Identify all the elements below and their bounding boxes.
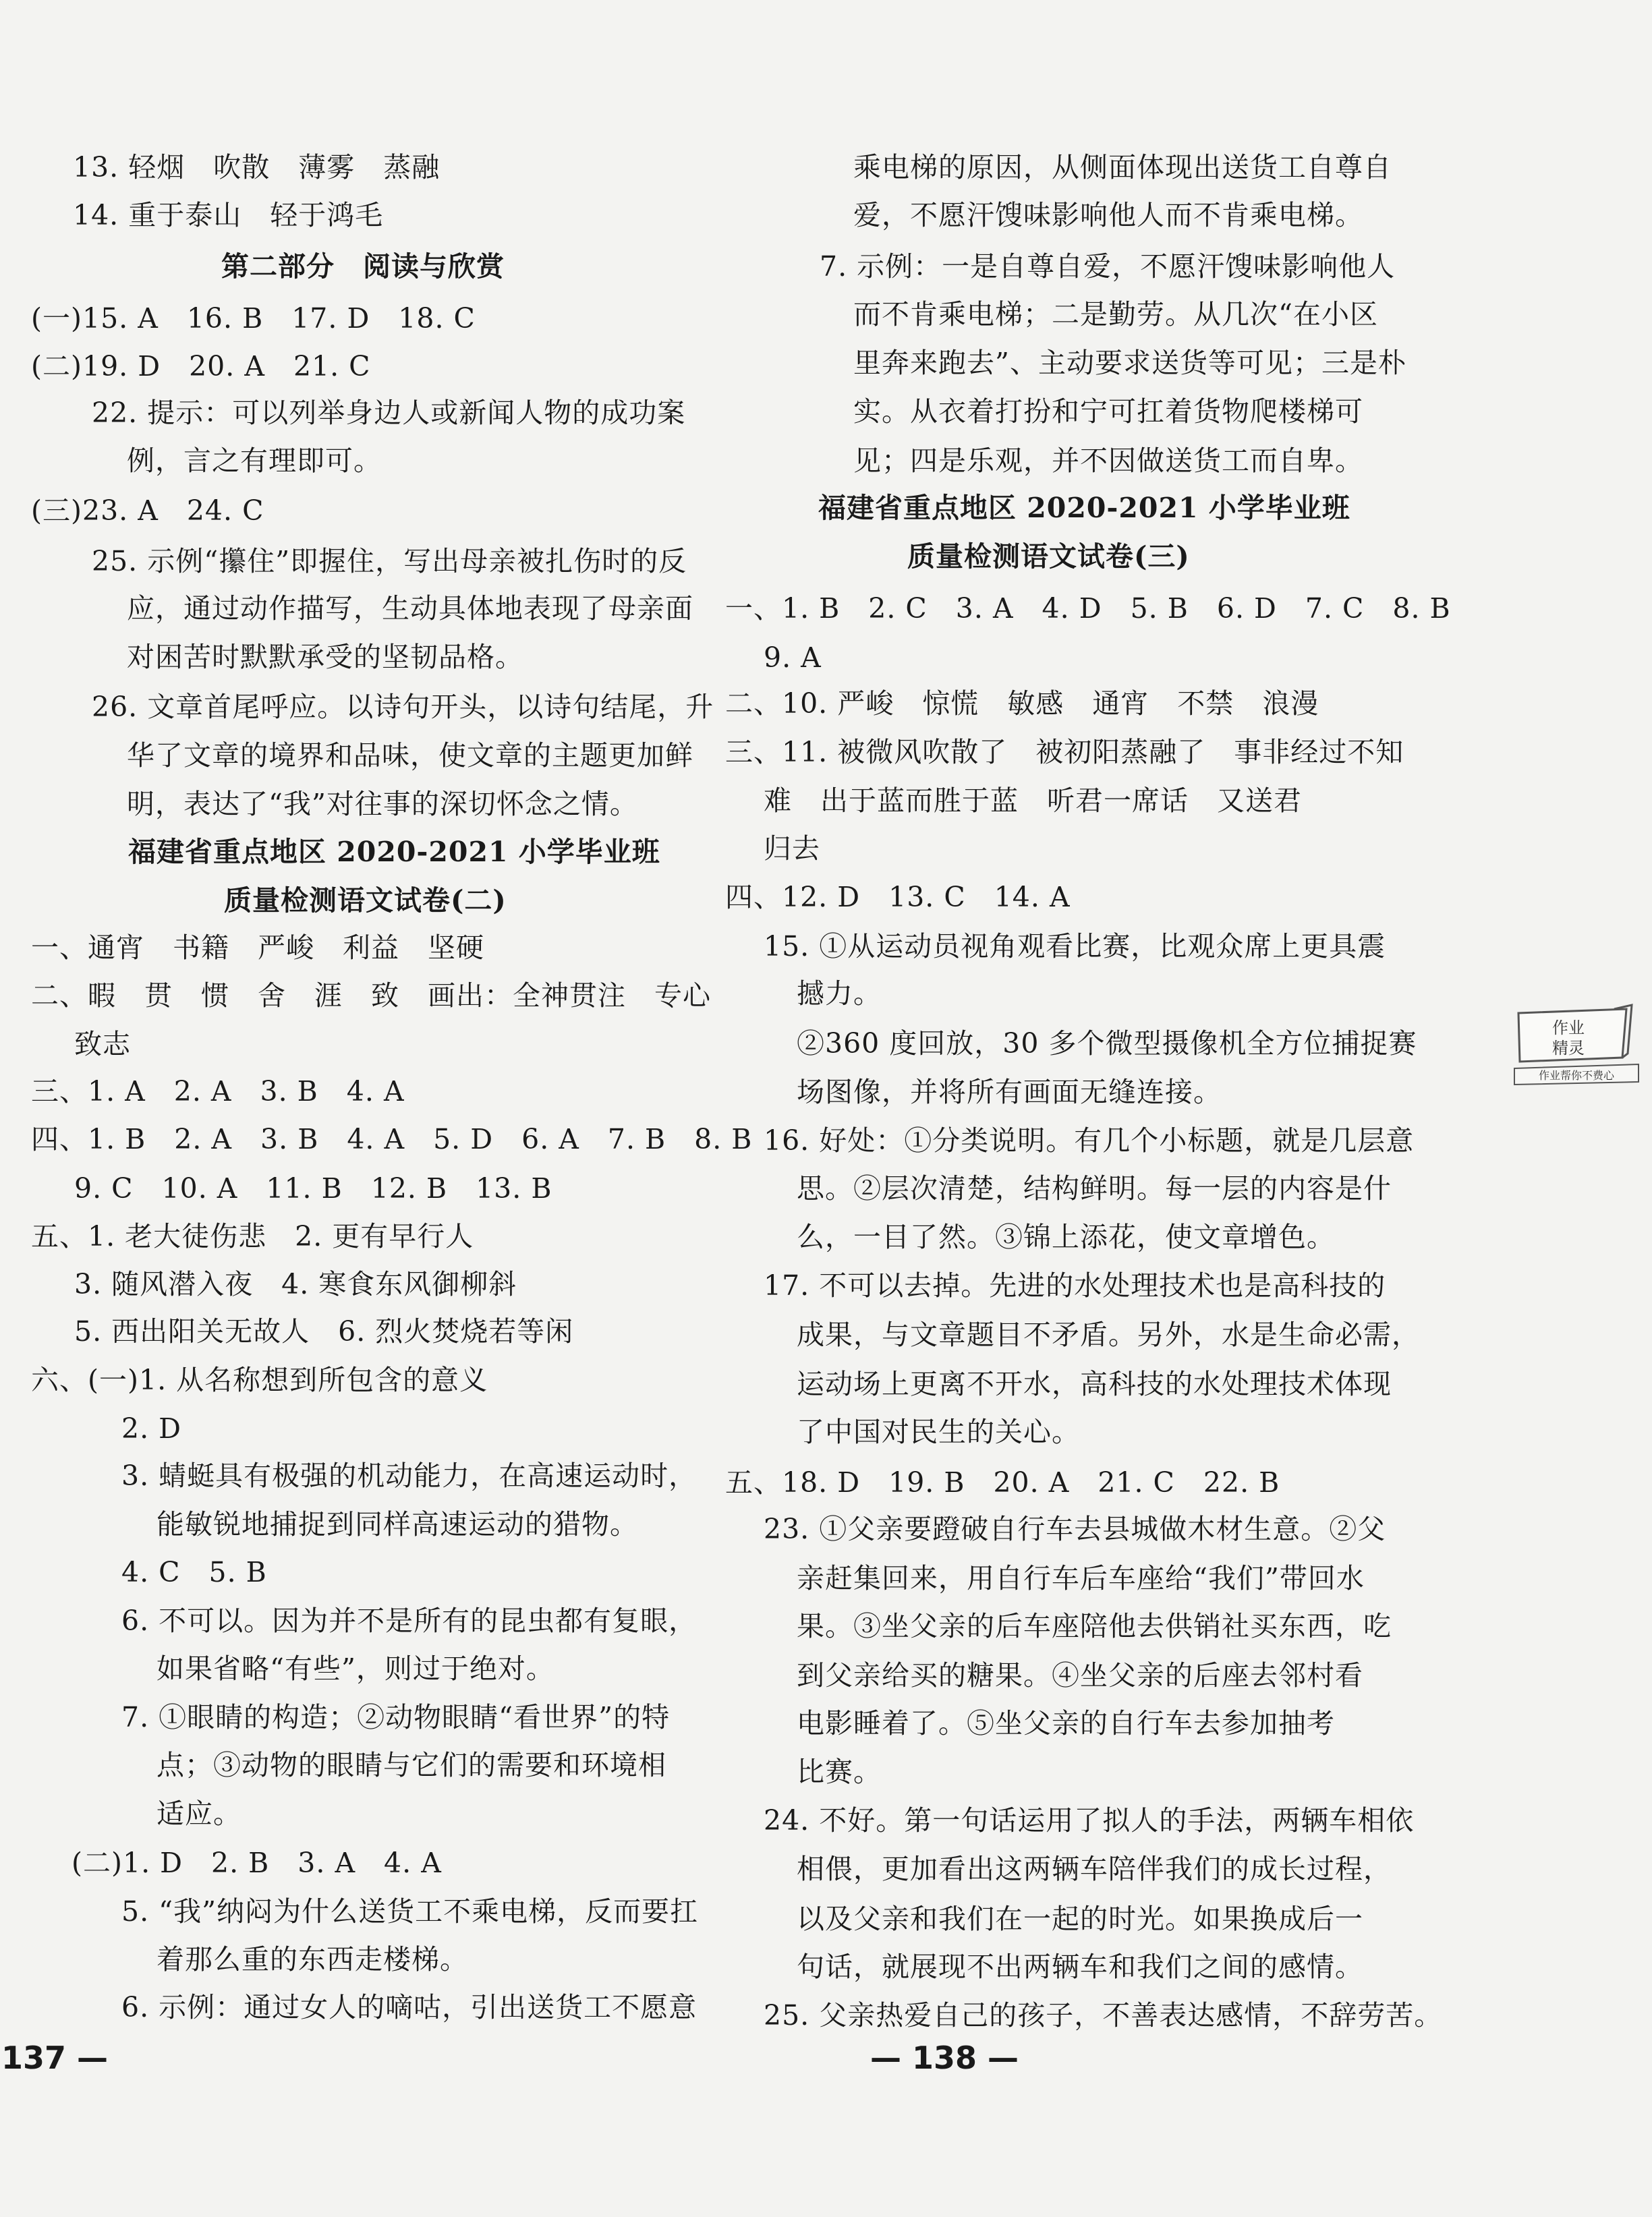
left-heading: 福建省重点地区 2020-2021 小学毕业班 [128,836,660,868]
left-answer-line: 25. 示例“攥住”即握住，写出母亲被扎伤时的反 [92,545,687,577]
left-answer-line: 六、(一)1. 从名称想到所包含的意义 [31,1364,488,1396]
page-number-left: 137 — [1,2040,109,2076]
right-answer-line: 比赛。 [797,1756,882,1788]
right-answer-line: 一、1. B 2. C 3. A 4. D 5. B 6. D 7. C 8. B [725,592,1451,625]
left-answer-line: 华了文章的境界和品味，使文章的主题更加鲜 [127,739,693,772]
left-answer-line: 二、暇 贯 惯 舍 涯 致 画出：全神贯注 专心 [31,979,711,1012]
right-answer-line: 17. 不可以去掉。先进的水处理技术也是高科技的 [764,1269,1386,1302]
left-answer-line: (三)23. A 24. C [31,494,264,527]
left-answer-line: (一)15. A 16. B 17. D 18. C [31,302,476,335]
right-answer-line: 25. 父亲热爱自己的孩子，不善表达感情，不辞劳苦。 [764,1999,1443,2032]
left-answer-line: 22. 提示：可以列举身边人或新闻人物的成功案 [92,397,686,429]
left-answer-line: 对困苦时默默承受的坚韧品格。 [127,641,523,673]
left-answer-line: 26. 文章首尾呼应。以诗句开头，以诗句结尾，升 [92,691,714,723]
right-answer-line: 句话，就展现不出两辆车和我们之间的感情。 [797,1951,1363,1983]
left-answer-line: 13. 轻烟 吹散 薄雾 蒸融 [73,151,440,183]
right-answer-line: 么，一目了然。③锦上添花，使文章增色。 [797,1221,1335,1253]
right-answer-line: 了中国对民生的关心。 [797,1416,1080,1448]
right-heading: 质量检测语文试卷(三) [907,540,1190,573]
right-answer-line: 亲赶集回来，用自行车后车座给“我们”带回水 [797,1562,1365,1594]
right-answer-line: 电影睡着了。⑤坐父亲的自行车去参加抽考 [797,1707,1335,1739]
right-answer-line: 二、10. 严峻 惊慌 敏感 通宵 不禁 浪漫 [725,687,1319,720]
right-heading: 福建省重点地区 2020-2021 小学毕业班 [818,492,1350,524]
right-answer-line: 到父亲给买的糖果。④坐父亲的后座去邻村看 [797,1659,1363,1692]
left-heading: 第二部分 阅读与欣赏 [221,250,505,283]
right-answer-line: 16. 好处：①分类说明。有几个小标题，就是几层意 [764,1124,1415,1157]
left-answer-line: 3. 蜻蜓具有极强的机动能力，在高速运动时， [121,1460,697,1492]
left-answer-line: 4. C 5. B [121,1556,267,1588]
right-answer-line: 9. A [764,641,822,674]
stamp-line3: 作业帮你不费心 [1538,1069,1615,1082]
right-answer-line: ②360 度回放，30 多个微型摄像机全方位捕捉赛 [797,1027,1417,1060]
left-answer-line: 5. “我”纳闷为什么送货工不乘电梯，反而要扛 [121,1895,699,1928]
right-answer-line: 三、11. 被微风吹散了 被初阳蒸融了 事非经过不知 [725,736,1404,768]
right-answer-line: 23. ①父亲要蹬破自行车去县城做木材生意。②父 [764,1513,1386,1545]
left-answer-line: 四、1. B 2. A 3. B 4. A 5. D 6. A 7. B 8. B [31,1123,753,1155]
stamp-line2: 精灵 [1552,1039,1585,1058]
left-answer-line: (二)19. D 20. A 21. C [31,350,371,382]
right-answer-line: 运动场上更离不开水，高科技的水处理技术体现 [797,1368,1392,1400]
left-answer-line: 6. 不可以。因为并不是所有的昆虫都有复眼， [121,1605,697,1637]
right-answer-line: 见；四是乐观，并不因做送货工而自卑。 [853,444,1363,477]
left-answer-line: 14. 重于泰山 轻于鸿毛 [73,199,384,231]
left-answer-line: 2. D [121,1412,182,1445]
left-answer-line: 如果省略“有些”，则过于绝对。 [156,1652,554,1685]
left-answer-line: 例，言之有理即可。 [127,444,382,477]
right-answer-line: 归去 [764,832,820,865]
left-answer-line: 3. 随风潜入夜 4. 寒食东风御柳斜 [74,1268,517,1300]
left-answer-line: 适应。 [156,1797,241,1830]
left-answer-line: 明，表达了“我”对往事的深切怀念之情。 [127,788,638,820]
left-answer-line: (二)1. D 2. B 3. A 4. A [72,1847,442,1879]
left-answer-line: 能敏锐地捕捉到同样高速运动的猎物。 [156,1508,638,1541]
left-answer-line: 致志 [74,1028,131,1060]
right-answer-line: 24. 不好。第一句话运用了拟人的手法，两辆车相依 [764,1804,1415,1837]
right-answer-line: 里奔来跑去”、主动要求送货等可见；三是朴 [853,347,1406,379]
right-answer-line: 实。从衣着打扮和宁可扛着货物爬楼梯可 [853,395,1363,428]
right-answer-line: 场图像，并将所有画面无缝连接。 [797,1076,1222,1108]
left-answer-line: 9. C 10. A 11. B 12. B 13. B [74,1172,552,1205]
right-answer-line: 以及父亲和我们在一起的时光。如果换成后一 [797,1903,1363,1935]
left-answer-line: 7. ①眼睛的构造；②动物眼睛“看世界”的特 [121,1701,671,1733]
right-answer-line: 爱，不愿汗馊味影响他人而不肯乘电梯。 [853,199,1363,231]
right-answer-line: 成果，与文章题目不矛盾。另外，水是生命必需， [797,1319,1420,1351]
page-number-right: — 138 — [870,2040,1019,2076]
right-answer-line: 而不肯乘电梯；二是勤劳。从几次“在小区 [853,298,1378,330]
right-answer-line: 15. ①从运动员视角观看比赛，比观众席上更具震 [764,930,1386,962]
right-answer-line: 7. 示例：一是自尊自爱，不愿汗馊味影响他人 [820,250,1396,283]
left-answer-line: 着那么重的东西走楼梯。 [156,1943,468,1976]
left-answer-line: 应，通过动作描写，生动具体地表现了母亲面 [127,592,693,625]
right-answer-line: 四、12. D 13. C 14. A [725,881,1071,913]
left-answer-line: 点；③动物的眼睛与它们的需要和环境相 [156,1749,666,1781]
left-answer-line: 五、1. 老大徒伤悲 2. 更有早行人 [31,1220,474,1253]
right-answer-line: 五、18. D 19. B 20. A 21. C 22. B [725,1466,1280,1499]
left-heading: 质量检测语文试卷(二) [224,884,507,917]
right-answer-line: 果。③坐父亲的后车座陪他去供销社买东西，吃 [797,1610,1392,1642]
left-answer-line: 6. 示例：通过女人的嘀咕，引出送货工不愿意 [121,1991,697,2023]
left-answer-line: 三、1. A 2. A 3. B 4. A [31,1075,405,1107]
right-answer-line: 思。②层次清楚，结构鲜明。每一层的内容是什 [797,1172,1392,1205]
right-answer-line: 难 出于蓝而胜于蓝 听君一席话 又送君 [764,784,1302,817]
right-answer-line: 撼力。 [797,977,882,1010]
right-answer-line: 乘电梯的原因，从侧面体现出送货工自尊自 [853,151,1392,183]
right-answer-line: 相偎，更加看出这两辆车陪伴我们的成长过程， [797,1853,1392,1885]
left-answer-line: 5. 西出阳关无故人 6. 烈火焚烧若等闲 [74,1315,574,1348]
zuoye-jingling-stamp [1513,1004,1641,1089]
stamp-line1: 作业 [1552,1018,1585,1037]
left-answer-line: 一、通宵 书籍 严峻 利益 坚硬 [31,931,484,964]
